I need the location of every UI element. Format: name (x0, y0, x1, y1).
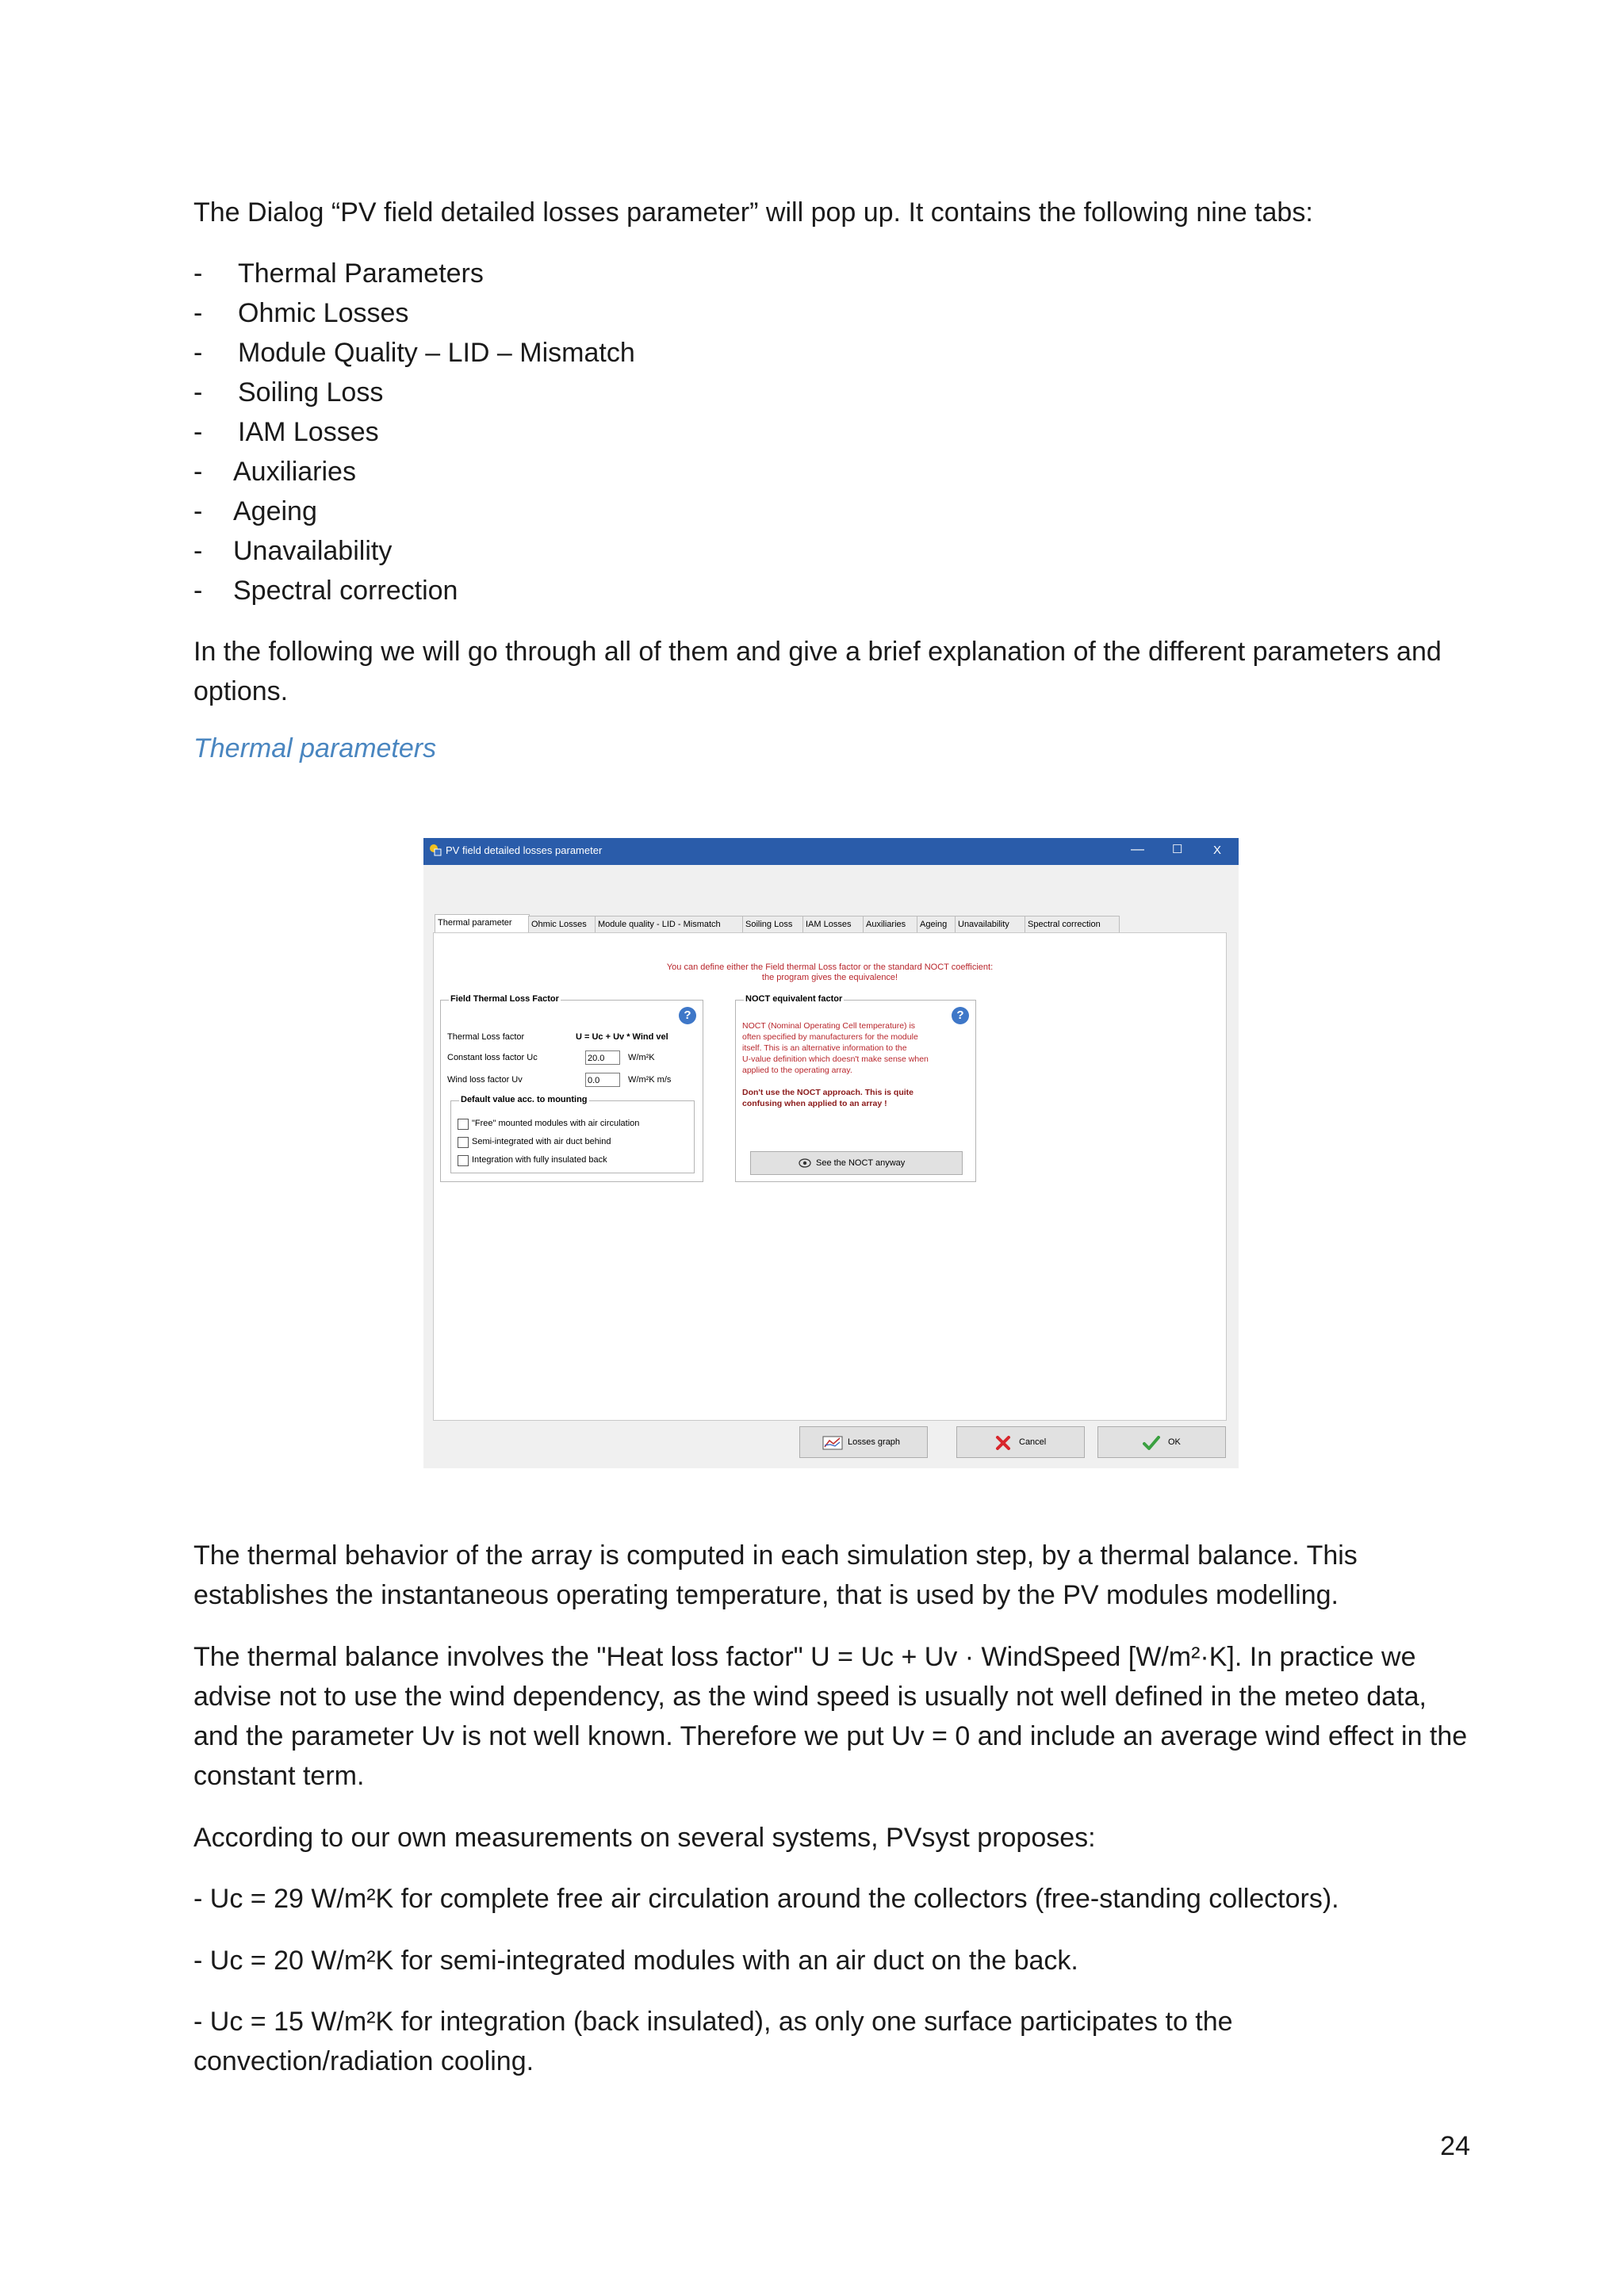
tab-ageing[interactable]: Ageing (917, 916, 956, 932)
following-paragraph: In the following we will go through all of them and give a brief explanation of the different parameters and options. (193, 637, 1442, 706)
uv-label: Wind loss factor Uv (447, 1075, 523, 1085)
list-item: - Module Quality – LID – Mismatch (193, 338, 635, 368)
losses-graph-button[interactable]: Losses graph (799, 1426, 928, 1458)
noct-text: NOCT (Nominal Operating Cell temperature) is (742, 1021, 916, 1031)
tab-module-quality[interactable]: Module quality - LID - Mismatch (595, 916, 744, 932)
red-x-icon (995, 1436, 1011, 1450)
checkbox-label: Integration with fully insulated back (472, 1155, 607, 1165)
green-check-icon (1143, 1436, 1160, 1450)
semi-integrated-checkbox[interactable] (458, 1137, 469, 1148)
paragraph: - Uc = 15 W/m²K for integration (back insulated), as only one surface participates to the convection/radiation cooling. (193, 2007, 1233, 2076)
integration-checkbox[interactable] (458, 1155, 469, 1166)
dialog-title: PV field detailed losses parameter (446, 844, 603, 856)
tab-panel (433, 932, 1227, 1421)
maximize-button[interactable]: ☐ (1172, 843, 1183, 856)
noct-text: U-value definition which doesn't make sense when (742, 1054, 929, 1064)
uc-input[interactable]: 20.0 (585, 1050, 620, 1065)
list-item: - Ohmic Losses (193, 298, 409, 328)
tab-ohmic-losses[interactable]: Ohmic Losses (528, 916, 596, 932)
free-mounted-checkbox[interactable] (458, 1119, 469, 1130)
list-item: - Auxiliaries (193, 457, 356, 487)
paragraph: - Uc = 29 W/m²K for complete free air circulation around the collectors (free-standing collectors). (193, 1884, 1339, 1914)
list-item: - Soiling Loss (193, 377, 384, 408)
tab-auxiliaries[interactable]: Auxiliaries (863, 916, 918, 932)
noct-text: itself. This is an alternative information to the (742, 1043, 907, 1053)
group-title: NOCT equivalent factor (745, 994, 843, 1004)
noct-text: often specified by manufacturers for the module (742, 1032, 918, 1042)
uv-input[interactable]: 0.0 (585, 1073, 620, 1087)
uv-unit: W/m²K m/s (628, 1075, 672, 1085)
info-text: the program gives the equivalence! (761, 973, 898, 982)
checkbox-label: "Free" mounted modules with air circulation (472, 1119, 640, 1128)
eye-icon (799, 1158, 811, 1168)
paragraph: The thermal balance involves the "Heat loss factor" U = Uc + Uv · WindSpeed [W/m²·K]. In practice we advise not to use the wind dependency, as the wind speed is usually not well defined in the meteo data, and the parameter Uv is not well known. Therefore we put Uv = 0 and include an average wind effect in the constant term. (193, 1642, 1468, 1791)
cancel-button[interactable]: Cancel (956, 1426, 1085, 1458)
section-heading: Thermal parameters (193, 733, 437, 763)
list-item: - Unavailability (193, 536, 393, 566)
thermal-loss-group (440, 994, 703, 1182)
dialog-titlebar (423, 838, 1239, 865)
tab-iam-losses[interactable]: IAM Losses (802, 916, 864, 932)
info-text: You can define either the Field thermal Loss factor or the standard NOCT coefficient: (666, 962, 994, 972)
tab-soiling-loss[interactable]: Soiling Loss (742, 916, 804, 932)
uc-label: Constant loss factor Uc (447, 1053, 538, 1062)
tab-thermal-parameter[interactable]: Thermal parameter (435, 914, 530, 932)
intro-paragraph: The Dialog “PV field detailed losses parameter” will pop up. It contains the following nine tabs: (193, 197, 1313, 228)
minimize-button[interactable]: — (1131, 841, 1144, 856)
default-value-group (450, 1095, 695, 1173)
help-icon[interactable]: ? (679, 1007, 696, 1024)
noct-warning: Don't use the NOCT approach. This is quite (742, 1088, 914, 1097)
losses-dialog (423, 838, 1239, 1468)
close-window-button[interactable]: X (1213, 844, 1222, 857)
list-item: - Spectral correction (193, 576, 458, 606)
thermal-loss-label: Thermal Loss factor (447, 1032, 525, 1042)
checkbox-label: Semi-integrated with air duct behind (472, 1137, 611, 1146)
list-item: - Thermal Parameters (193, 258, 484, 289)
paragraph: - Uc = 20 W/m²K for semi-integrated modules with an air duct on the back. (193, 1946, 1078, 1976)
noct-group (735, 994, 976, 1182)
noct-warning: confusing when applied to an array ! (742, 1099, 887, 1108)
uc-unit: W/m²K (628, 1053, 655, 1062)
help-icon[interactable]: ? (952, 1007, 969, 1024)
graph-icon (822, 1436, 843, 1450)
group-title: Default value acc. to mounting (461, 1095, 588, 1104)
paragraph: According to our own measurements on several systems, PVsyst proposes: (193, 1823, 1096, 1853)
page-number: 24 (1440, 2131, 1470, 2161)
noct-text: applied to the operating array. (742, 1066, 852, 1075)
tab-spectral-correction[interactable]: Spectral correction (1025, 916, 1120, 932)
see-noct-button[interactable]: See the NOCT anyway (750, 1151, 963, 1175)
ok-button[interactable]: OK (1097, 1426, 1226, 1458)
list-item: - Ageing (193, 496, 317, 526)
list-item: - IAM Losses (193, 417, 379, 447)
tab-unavailability[interactable]: Unavailability (955, 916, 1026, 932)
formula-label: U = Uc + Uv * Wind vel (576, 1032, 668, 1042)
paragraph: The thermal behavior of the array is computed in each simulation step, by a thermal balance. This establishes the instantaneous operating temperature, that is used by the PV modules modelling. (193, 1540, 1358, 1610)
group-title: Field Thermal Loss Factor (450, 994, 559, 1004)
pvsyst-logo-icon (428, 843, 442, 857)
